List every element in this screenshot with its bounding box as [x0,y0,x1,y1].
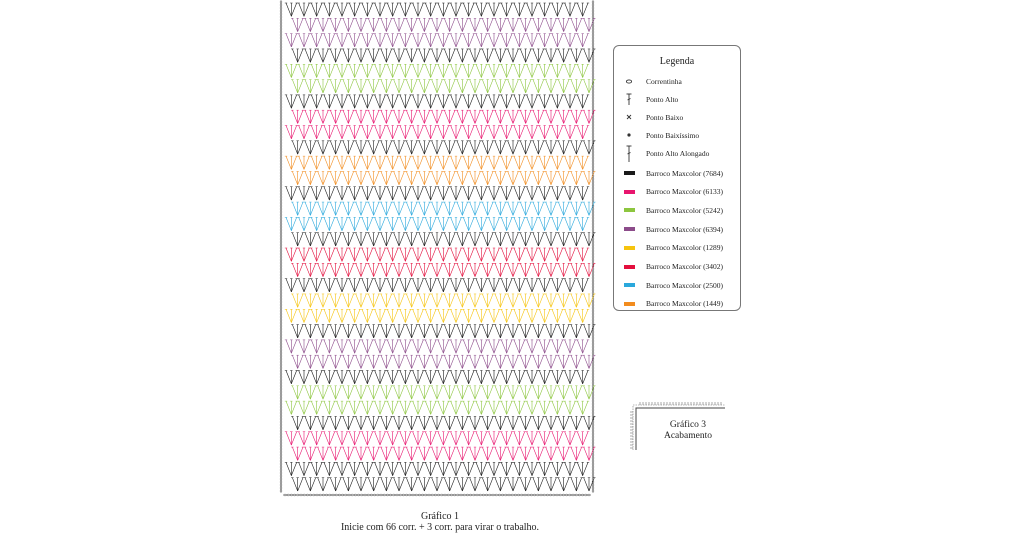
color-swatch [624,227,635,231]
legend-item-chain [622,74,737,88]
legend-label: Barroco Maxcolor (1289) [646,243,724,253]
double-crochet-icon [622,92,636,106]
legend-item-color [622,203,737,217]
single-crochet-icon [622,110,636,124]
chart1-instruction: Inicie com 66 corr. + 3 corr. para virar o trabalho. [340,522,540,533]
legend-title: Legenda [659,56,695,67]
chart3-subtitle: Acabamento [663,431,712,441]
legend-label: Barroco Maxcolor (6394) [646,224,724,234]
color-swatch-icon [622,241,636,255]
chart3-title: Gráfico 3 [669,420,707,430]
color-swatch [624,190,635,194]
color-swatch-icon [622,203,636,217]
legend-item-slip-stitch [622,128,737,142]
legend-label: Ponto Alto [646,94,679,104]
chart3-caption [648,420,728,442]
legend-item-color [622,185,737,199]
color-swatch-icon [622,185,636,199]
crochet-chart-1 [277,0,597,500]
legend-label: Correntinha [646,76,682,86]
legend-item-color [622,278,737,292]
legend-label: Ponto Alto Alongado [646,148,710,158]
long-double-crochet-icon [622,146,636,160]
legend-item-color [622,260,737,274]
color-swatch-icon [622,297,636,311]
color-swatch-icon [622,260,636,274]
legend-label: Barroco Maxcolor (1449) [646,299,724,309]
color-swatch [624,302,635,306]
legend-item-long-double-crochet [622,146,737,160]
color-swatch [624,265,635,269]
color-swatch-icon [622,278,636,292]
legend-item-color [622,241,737,255]
color-swatch [624,208,635,212]
legend-label: Barroco Maxcolor (2500) [646,280,724,290]
chain-stitch-icon [622,74,636,88]
legend-label: Barroco Maxcolor (6133) [646,187,724,197]
legend-item-color [622,222,737,236]
legend-label: Barroco Maxcolor (3402) [646,262,724,271]
legend-item-color [622,297,737,311]
chart1-title: Gráfico 1 [420,511,460,522]
color-swatch [624,283,635,287]
legend-label: Barroco Maxcolor (7684) [646,168,724,178]
legend-label: Barroco Maxcolor (5242) [646,205,724,215]
legend-item-color [622,166,737,180]
legend-box [613,45,741,311]
color-swatch [624,171,635,175]
color-swatch-icon [622,166,636,180]
chart1-caption [300,511,580,533]
legend-item-single-crochet [622,110,737,124]
legend-label: Ponto Baixíssimo [646,130,700,140]
legend-item-double-crochet [622,92,737,106]
slip-stitch-icon [622,128,636,142]
color-swatch [624,246,635,250]
color-swatch-icon [622,222,636,236]
legend-label: Ponto Baixo [646,112,684,122]
